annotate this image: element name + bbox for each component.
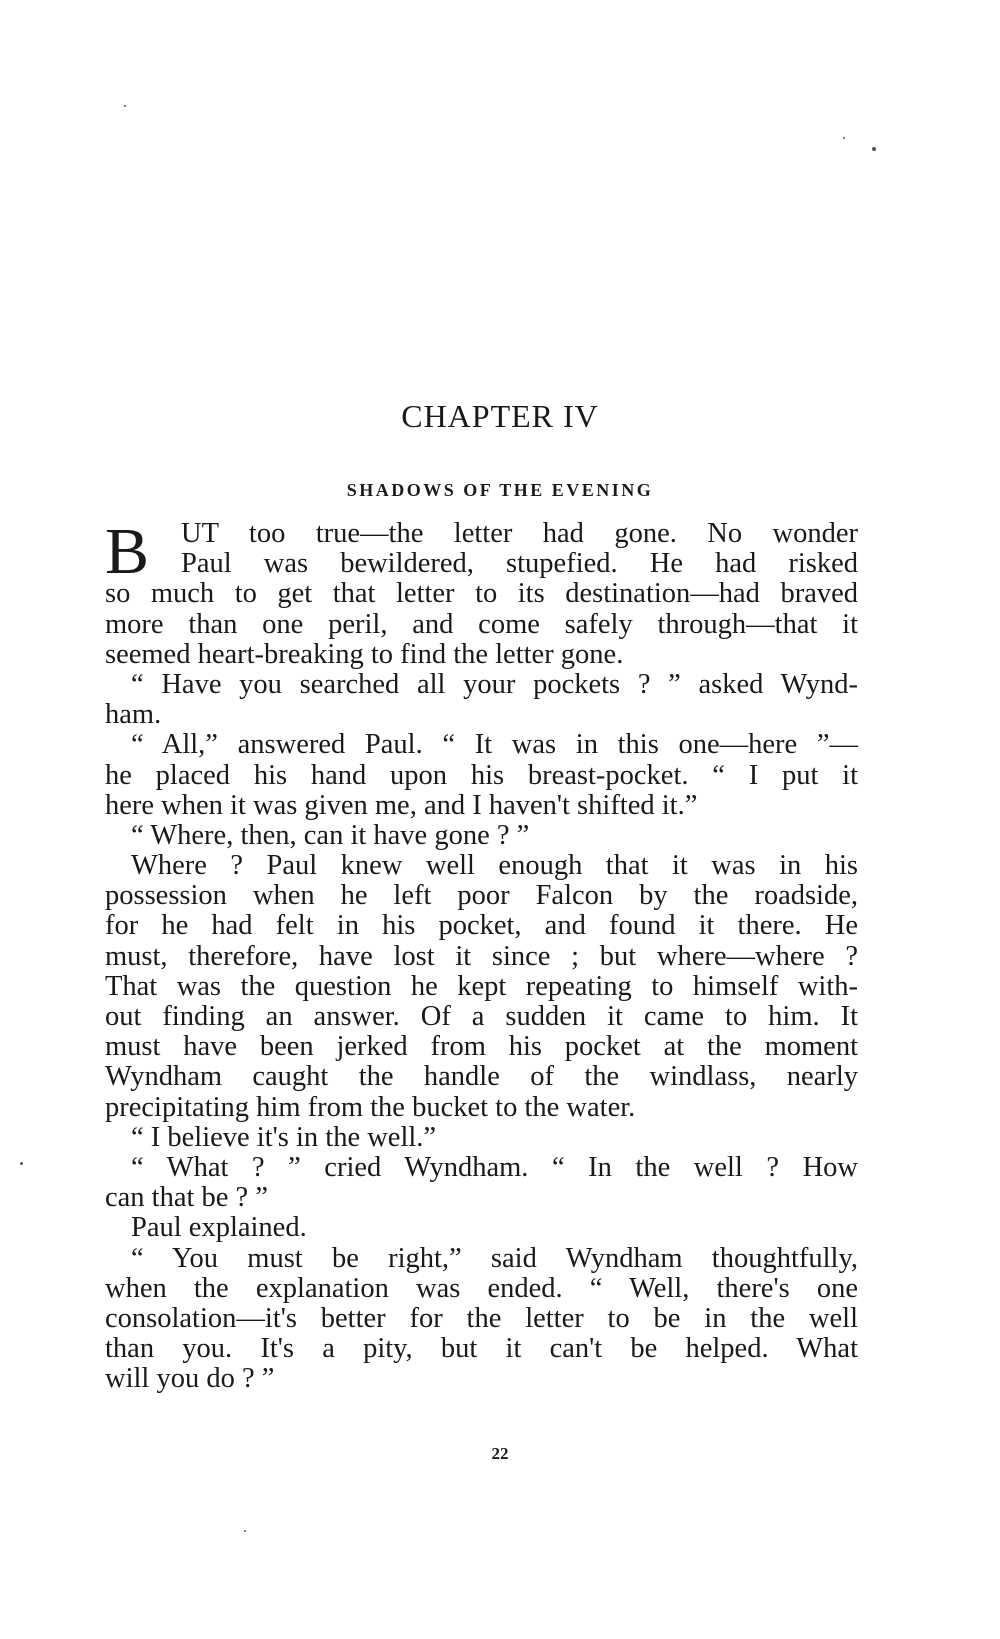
text-line: UT too true—the letter had gone. No wonder	[181, 518, 858, 549]
text-line: “ All,” answered Paul. “ It was in this one—here ”—	[131, 729, 858, 761]
text-line: Paul explained.	[131, 1212, 307, 1244]
scan-speck	[20, 1162, 23, 1165]
text-line: ham.	[105, 699, 162, 731]
text-line: out finding an answer. Of a sudden it came to him. It	[105, 1001, 858, 1032]
text-line: Wyndham caught the handle of the windlass, nearly	[105, 1061, 858, 1093]
chapter-title: CHAPTER IV	[401, 398, 599, 434]
chapter-body	[105, 515, 858, 1395]
scan-speck	[244, 1530, 246, 1532]
text-line: so much to get that letter to its destination—had braved	[105, 578, 858, 610]
text-line: “ You must be right,” said Wyndham thoughtfully,	[131, 1242, 858, 1274]
text-line: Where ? Paul knew well enough that it was in his	[131, 850, 858, 882]
text-line: must have been jerked from his pocket at the moment	[105, 1031, 858, 1063]
scan-speck	[124, 105, 126, 107]
drop-cap: B	[105, 515, 150, 588]
page-number: 22	[491, 1444, 509, 1463]
text-line: will you do ? ”	[105, 1363, 275, 1395]
text-line: consolation—it's better for the letter to be in the well	[105, 1302, 858, 1334]
text-line: “ I believe it's in the well.”	[131, 1121, 437, 1153]
text-line: he placed his hand upon his breast-pocket. “ I put it	[105, 759, 858, 791]
chapter-subtitle: SHADOWS OF THE EVENING	[346, 480, 654, 500]
scan-speck	[843, 137, 845, 139]
text-line: Paul was bewildered, stupefied. He had risked	[181, 548, 858, 580]
text-line: “ Have you searched all your pockets ? ” asked Wynd-	[131, 668, 858, 700]
text-line: for he had felt in his pocket, and found it there. He	[105, 910, 858, 942]
text-line: can that be ? ”	[105, 1182, 268, 1214]
text-line: “ Where, then, can it have gone ? ”	[131, 819, 530, 851]
text-line: That was the question he kept repeating to himself with-	[105, 970, 858, 1002]
text-line: “ What ? ” cried Wyndham. “ In the well ? How	[131, 1151, 858, 1183]
text-line: more than one peril, and come safely through—that it	[105, 608, 858, 640]
text-line: here when it was given me, and I haven't shifted it.”	[105, 789, 698, 821]
text-line: possession when he left poor Falcon by the roadside,	[105, 880, 858, 912]
scan-speck	[872, 147, 876, 151]
text-line: seemed heart-breaking to find the letter gone.	[105, 638, 624, 670]
text-line: precipitating him from the bucket to the water.	[105, 1091, 636, 1123]
text-line: when the explanation was ended. “ Well, there's one	[105, 1272, 858, 1304]
text-line: must, therefore, have lost it since ; but where—where ?	[105, 940, 858, 972]
text-line: than you. It's a pity, but it can't be helped. What	[105, 1333, 858, 1365]
